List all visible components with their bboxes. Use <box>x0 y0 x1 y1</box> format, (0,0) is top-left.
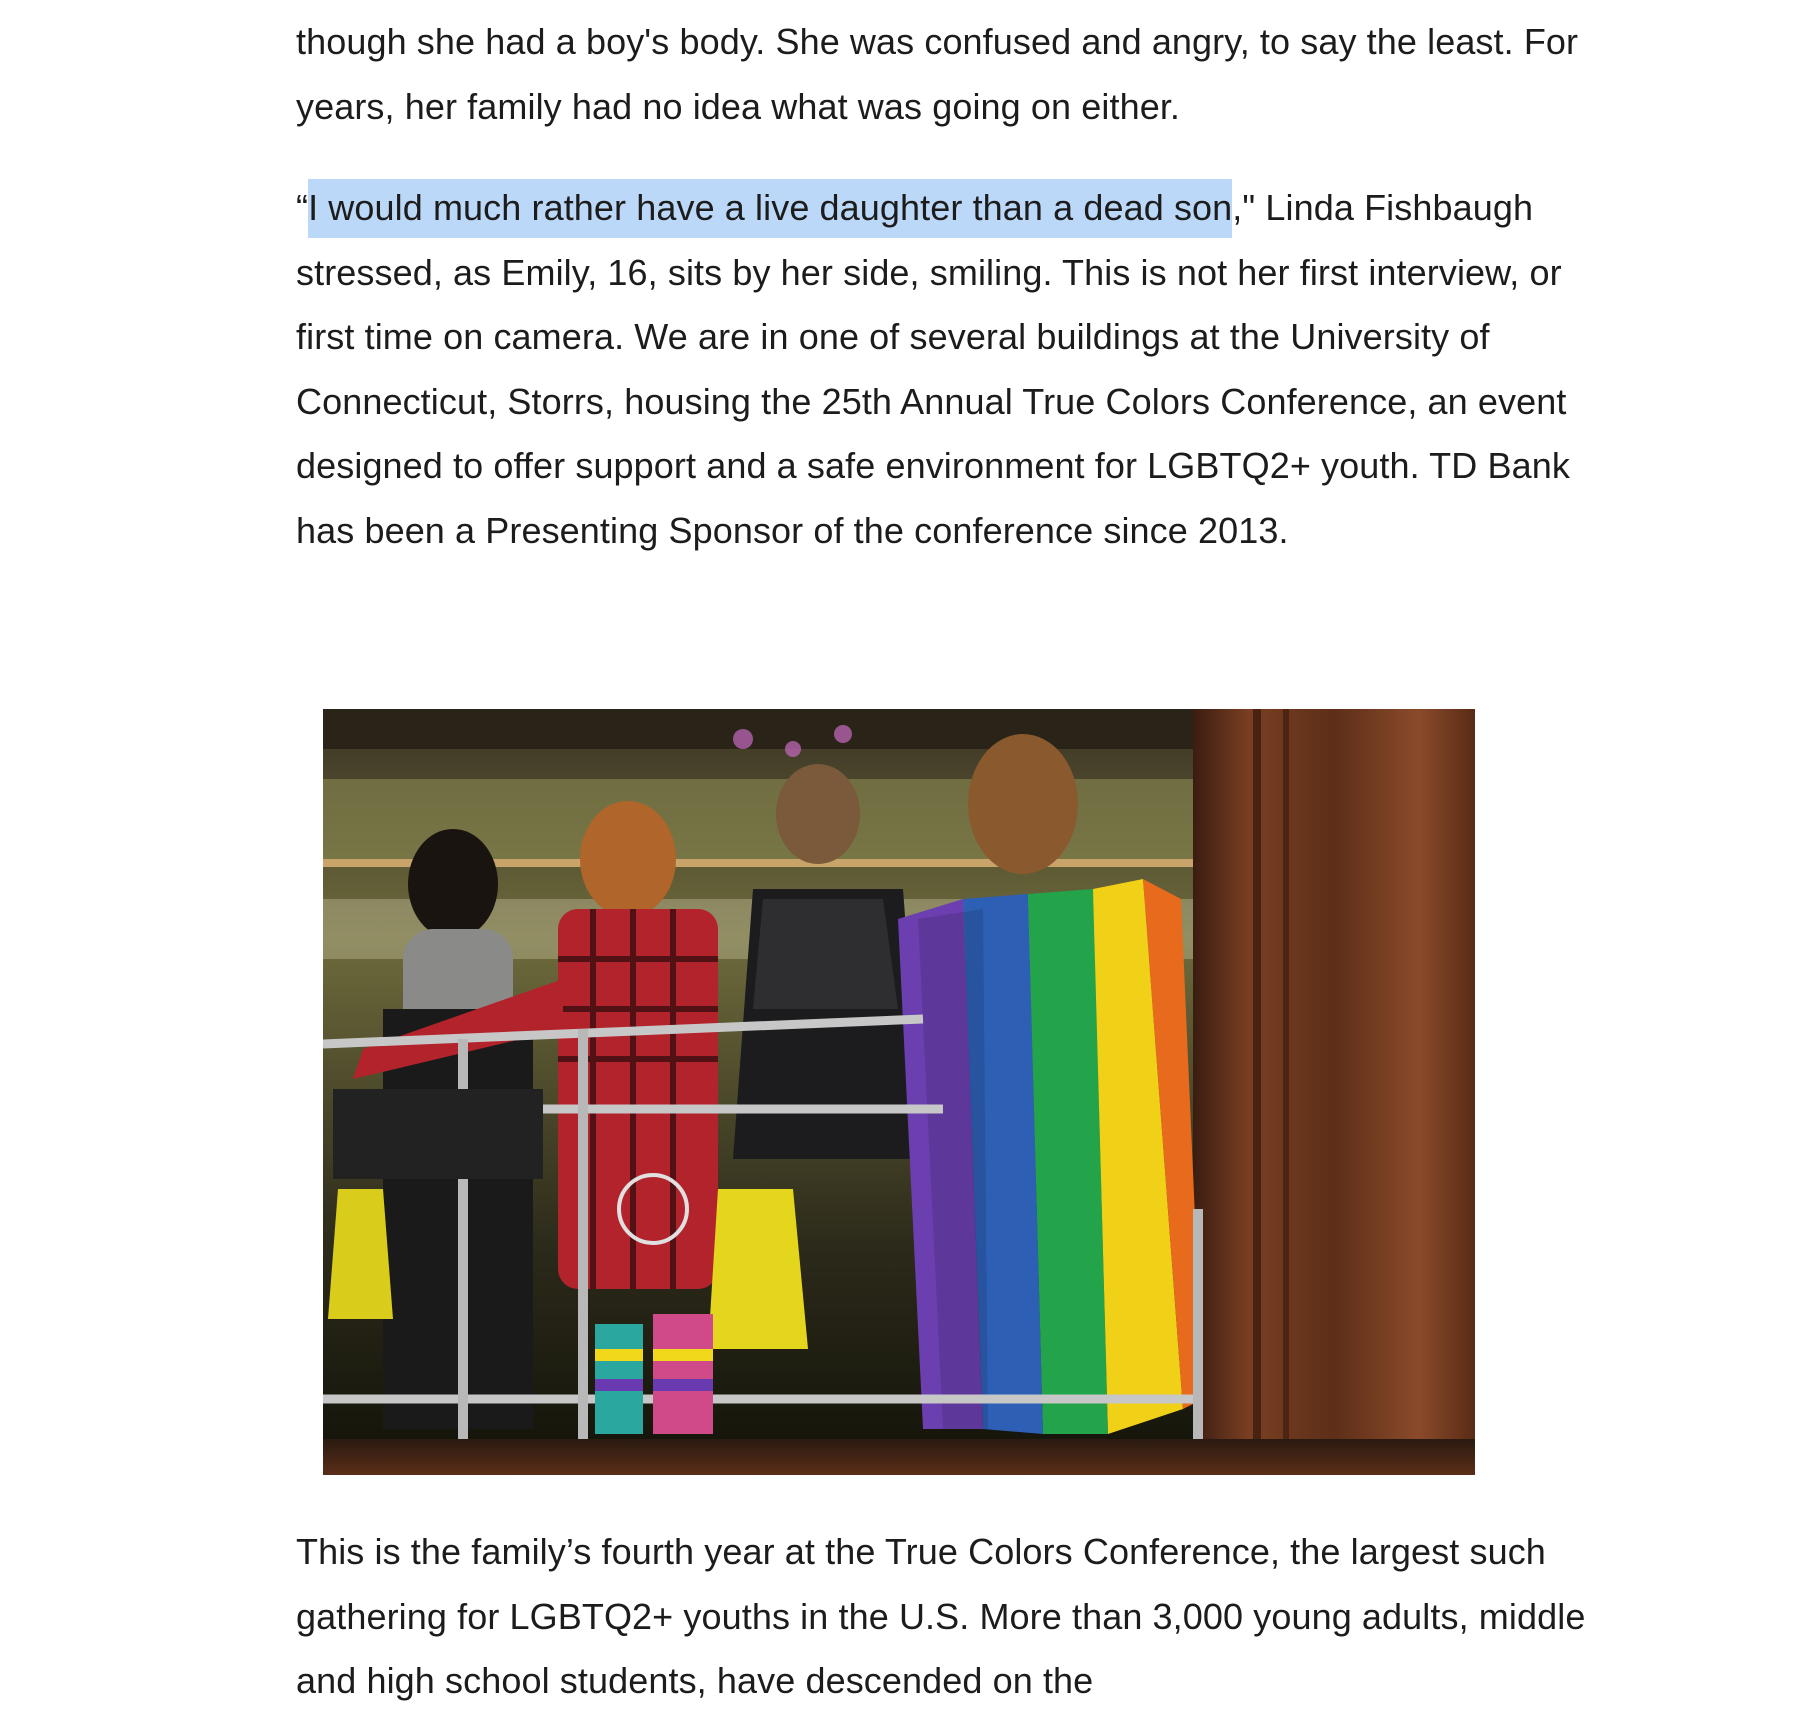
quote-open-mark: “ <box>296 187 309 228</box>
article-photo <box>323 709 1475 1475</box>
quote-continuation: ," Linda Fishbaugh stressed, as Emily, 16, sits by her side, smiling. This is not her first interview, or first time on camera. We are in one of several buildings at the University of Connecticut, Storrs, housing the 25th Annual True Colors Conference, an event designed to offer support and a safe environment for LGBTQ2+ youth. TD Bank has been a Presenting Sponsor of the conference since 2013. <box>296 187 1570 551</box>
photo-rainbow-flag-audience <box>323 709 1475 1475</box>
paragraph-after-image: This is the family’s fourth year at the True Colors Conference, the largest such gathering for LGBTQ2+ youths in the U.S. More than 3,000 young adults, middle and high school students, have descended on the <box>296 1531 1586 1701</box>
paragraph-quote <box>296 176 1586 563</box>
highlighted-quote-selection[interactable]: I would much rather have a live daughter than a dead son <box>308 179 1232 238</box>
paragraph-intro: though she had a boy's body. She was confused and angry, to say the least. For years, her family had no idea what was going on either. <box>296 21 1579 127</box>
